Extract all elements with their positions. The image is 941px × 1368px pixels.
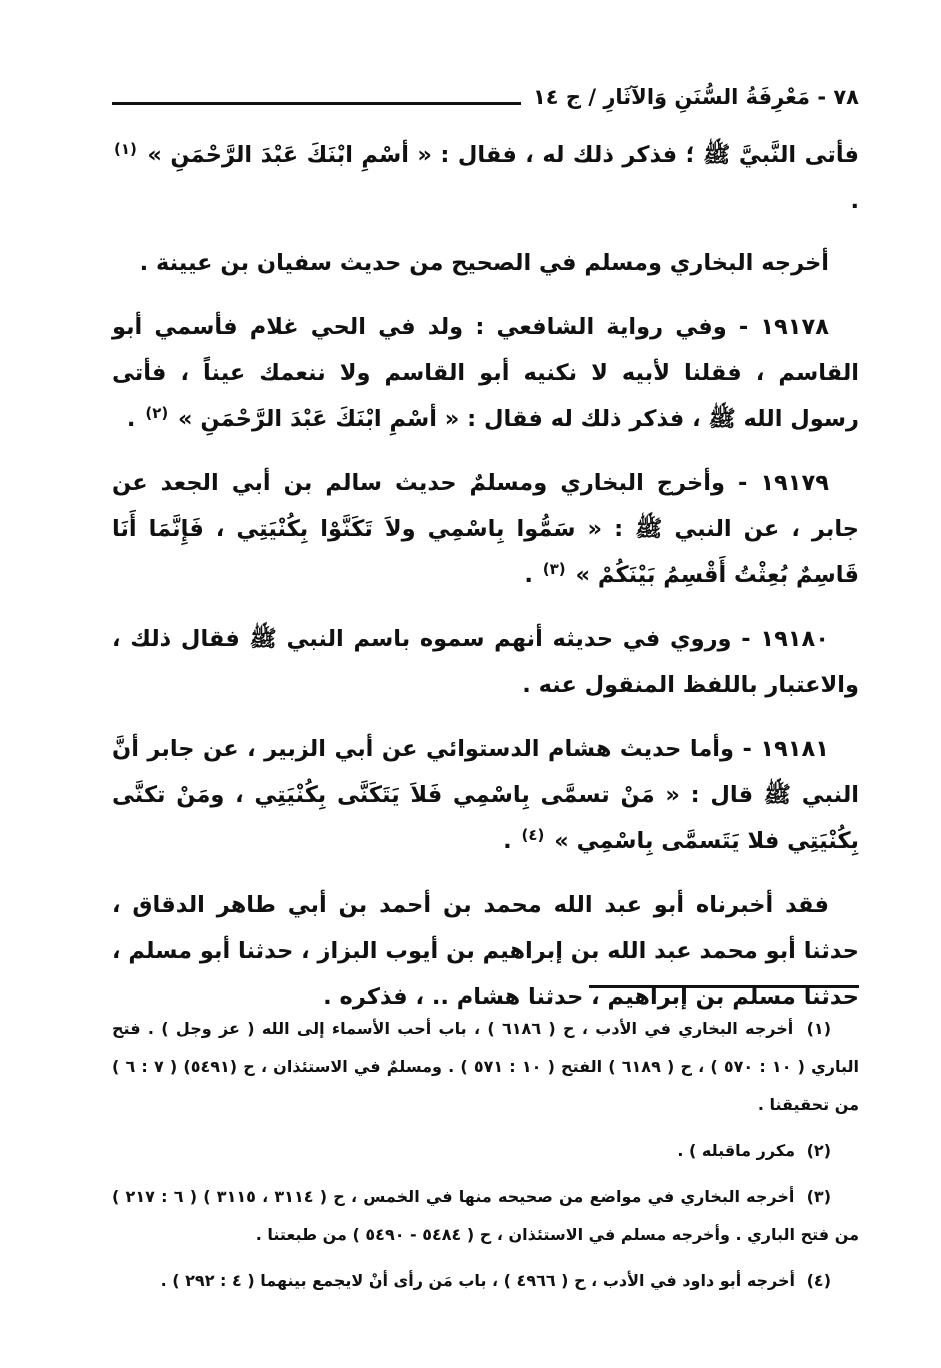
footnote-separator (589, 985, 859, 988)
paragraph-text: - وأما حديث هشام الدستوائي عن أبي الزبير ، عن جابر أنَّ النبي ﷺ قال : « مَنْ تسمَّى بِاسْمِي فَلاَ يَتَكَنَّى بِكُنْيَتِي ، ومَنْ تكنَّى بِكُنْيَتِي فلا يَتَسمَّى بِاسْمِي » (112, 736, 859, 854)
paragraph-text: - وروي في حديثه أنهم سموه باسم النبي ﷺ فقال ذلك ، والاعتبار باللفظ المنقول عنه . (112, 626, 859, 698)
paragraph-tail: . (850, 188, 859, 214)
hadith-number: ١٩١٨١ (760, 736, 829, 762)
paragraph-text: فقد أخبرناه أبو عبد الله محمد بن أحمد بن أبي طاهر الدقاق ، حدثنا أبو محمد عبد الله بن إبراهيم بن أيوب البزاز ، حدثنا أبو مسلم ، حدثنا مسلم بن إبراهيم ، حدثنا هشام .. ، فذكره . (112, 892, 859, 1010)
footnote-text: مكرر ماقبله ) . (677, 1141, 796, 1160)
footnote-1 (112, 1010, 859, 1124)
footnote-number: (٣) (806, 1187, 831, 1206)
footnote-text: أخرجه البخاري في الأدب ، ح ( ٦١٨٦ ) ، باب أحب الأسماء إلى الله ( عز وجل ) . فتح الباري ( ١٠ : ٥٧٠ ) ، ح ( ٦١٨٩ ) الفتح ( ١٠ : ٥٧١ ) . ومسلمٌ في الاستئذان ، ح (٥٤٩١) ( ٧ : ٦ ) من تحقيقنا . (112, 1019, 859, 1114)
paragraph-tail: . (126, 406, 136, 432)
footnote-ref[interactable]: (١) (114, 139, 137, 158)
footnotes (112, 1010, 859, 1308)
paragraph-text: أخرجه البخاري ومسلم في الصحيح من حديث سفيان بن عيينة . (139, 250, 829, 276)
paragraph-isnad (112, 882, 859, 1020)
paragraph-continuation (112, 132, 859, 224)
footnote-2 (112, 1132, 859, 1170)
paragraph-19178 (112, 304, 859, 442)
paragraph-text: فأتى النَّبيَّ ﷺ ؛ فذكر ذلك له ، فقال : « أسْمِ ابْنَكَ عَبْدَ الرَّحْمَنِ » (147, 142, 859, 168)
footnote-number: (١) (806, 1019, 831, 1038)
footnote-ref[interactable]: (٣) (542, 559, 566, 578)
paragraph-19180 (112, 616, 859, 708)
footnote-text: أخرجه البخاري في مواضع من صحيحه منها في الخمس ، ح ( ٣١١٤ ، ٣١١٥ ) ( ٦ : ٢١٧ ) من فتح الباري . وأخرجه مسلم في الاستئذان ، ح ( ٥٤٨٤ - ٥٤٩٠ ) من طبعتنا . (112, 1187, 859, 1244)
footnote-3 (112, 1178, 859, 1254)
hadith-number: ١٩١٧٨ (760, 314, 829, 340)
paragraph-text: - وأخرج البخاري ومسلمٌ حديث سالم بن أبي الجعد عن جابر ، عن النبي ﷺ : « سَمُّوا بِاسْمِي ولاَ تَكَنَّوْا بِكُنْيَتِي ، فَإِنَّمَا أَنَا قَاسِمٌ بُعِثْتُ أَقْسِمُ بَيْنَكُمْ » (112, 470, 859, 588)
footnote-ref[interactable]: (٤) (521, 825, 545, 844)
paragraph-takhrij (112, 240, 859, 286)
footnote-ref[interactable]: (٢) (145, 403, 169, 422)
paragraph-19179 (112, 460, 859, 598)
footnote-number: (٤) (806, 1271, 831, 1290)
paragraph-tail: . (503, 828, 512, 854)
running-title: ٧٨ - مَعْرِفَةُ السُّنَنِ وَالآثَارِ / ج ١٤ (532, 85, 859, 109)
paragraph-19181 (112, 726, 859, 864)
paragraph-text: - وفي رواية الشافعي : ولد في الحي غلام فأسمي أبو القاسم ، فقلنا لأبيه لا نكنيه أبو القاسم ولا ننعمك عيناً ، فأتى رسول الله ﷺ ، فذكر ذلك له فقال : « أسْمِ ابْنَكَ عَبْدَ الرَّحْمَنِ » (112, 314, 859, 432)
paragraph-tail: . (524, 562, 533, 588)
footnote-text: أخرجه أبو داود في الأدب ، ح ( ٤٩٦٦ ) ، باب مَن رأى أنْ لايجمع بينهما ( ٤ : ٢٩٢ ) . (160, 1271, 796, 1290)
hadith-number: ١٩١٧٩ (760, 470, 829, 496)
hadith-number: ١٩١٨٠ (760, 626, 830, 652)
footnote-number: (٢) (806, 1141, 831, 1160)
header-rule (112, 102, 521, 105)
footnote-4 (112, 1262, 859, 1300)
page-header (112, 72, 859, 110)
main-text (112, 132, 859, 1038)
